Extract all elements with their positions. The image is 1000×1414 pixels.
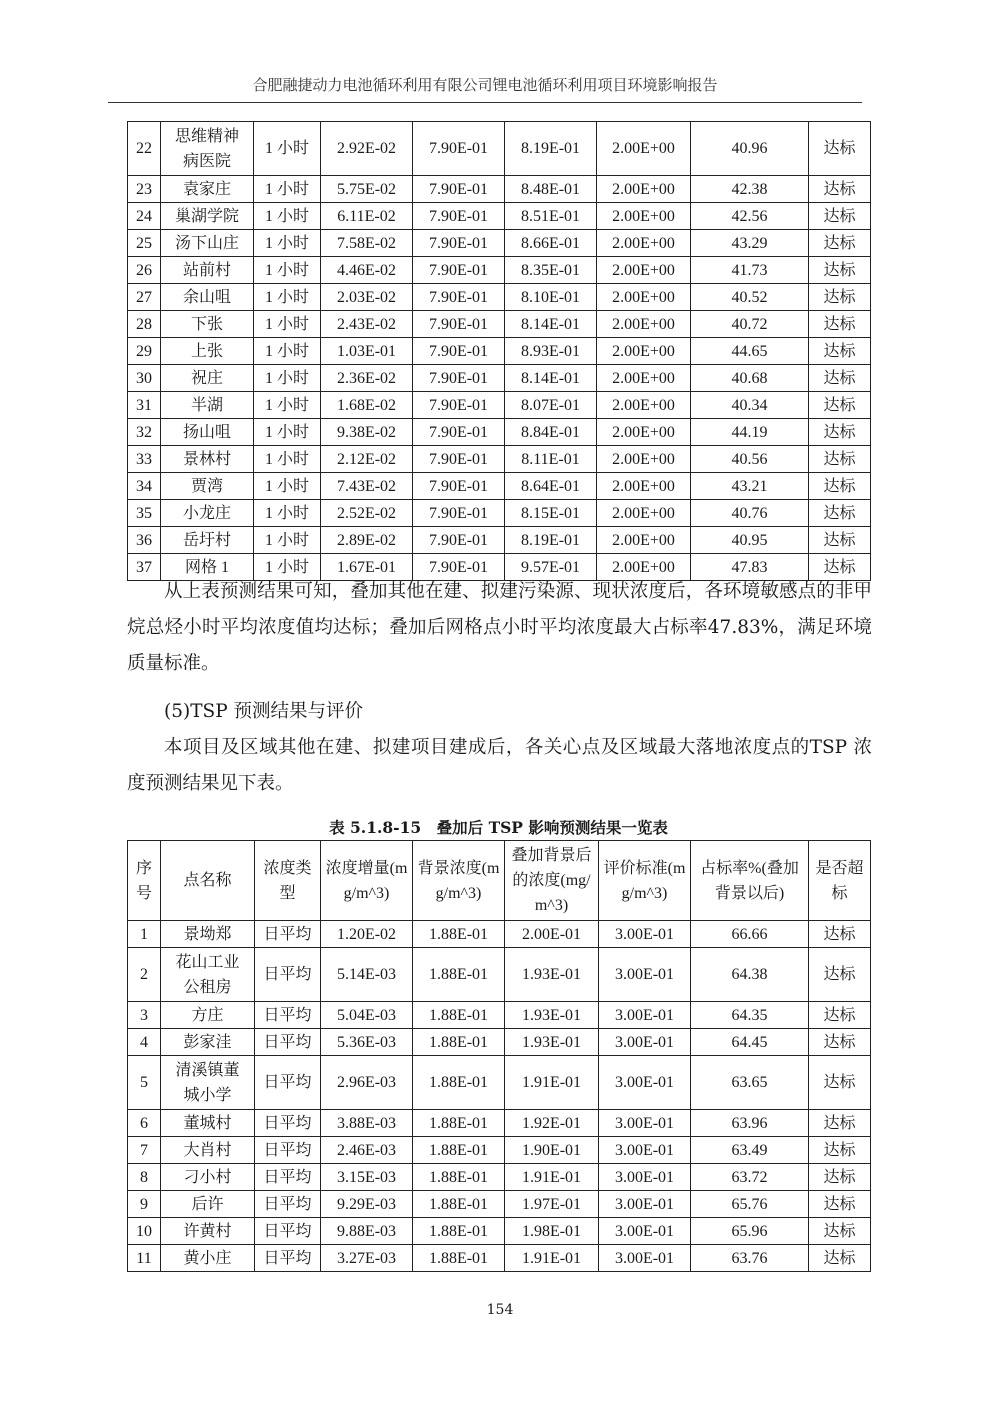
- cell-point-name: 后许: [161, 1191, 255, 1218]
- cell-point-name: 黄小庄: [161, 1245, 255, 1272]
- cell-background: 1.88E-01: [413, 948, 505, 1002]
- table-row: [128, 948, 871, 1002]
- cell-index: 4: [128, 1029, 161, 1056]
- cell-conc-type: 1 小时: [254, 311, 321, 338]
- cell-ratio: 64.38: [691, 948, 809, 1002]
- cell-index: 7: [128, 1137, 161, 1164]
- cell-compliance: 达标: [809, 419, 871, 446]
- cell-increment: 5.75E-02: [321, 176, 413, 203]
- cell-standard: 2.00E+00: [597, 338, 691, 365]
- cell-index: 28: [128, 311, 161, 338]
- cell-ratio: 42.38: [691, 176, 809, 203]
- cell-compliance: 达标: [809, 1029, 871, 1056]
- cell-background: 1.88E-01: [413, 1137, 505, 1164]
- cell-standard: 2.00E+00: [597, 554, 691, 581]
- cell-background: 1.88E-01: [413, 1110, 505, 1137]
- header-compliance: 是否超标: [809, 841, 871, 921]
- cell-standard: 3.00E-01: [599, 1191, 691, 1218]
- cell-conc-type: 1 小时: [254, 176, 321, 203]
- cell-standard: 3.00E-01: [599, 1218, 691, 1245]
- table-row: [128, 392, 871, 419]
- header-index: 序号: [128, 841, 161, 921]
- cell-increment: 2.03E-02: [321, 284, 413, 311]
- cell-increment: 9.29E-03: [321, 1191, 413, 1218]
- cell-background: 7.90E-01: [413, 554, 505, 581]
- cell-background: 7.90E-01: [413, 176, 505, 203]
- cell-index: 27: [128, 284, 161, 311]
- cell-increment: 6.11E-02: [321, 203, 413, 230]
- cell-point-name: 刁小村: [161, 1164, 255, 1191]
- cell-point-name: 岳圩村: [161, 527, 254, 554]
- cell-compliance: 达标: [809, 1002, 871, 1029]
- cell-background: 7.90E-01: [413, 284, 505, 311]
- cell-superimposed: 8.14E-01: [505, 365, 597, 392]
- cell-compliance: 达标: [809, 921, 871, 948]
- cell-superimposed: 8.10E-01: [505, 284, 597, 311]
- cell-increment: 9.88E-03: [321, 1218, 413, 1245]
- cell-compliance: 达标: [809, 554, 871, 581]
- cell-superimposed: 1.93E-01: [505, 1002, 599, 1029]
- cell-superimposed: 1.91E-01: [505, 1164, 599, 1191]
- cell-index: 25: [128, 230, 161, 257]
- cell-increment: 2.46E-03: [321, 1137, 413, 1164]
- cell-ratio: 41.73: [691, 257, 809, 284]
- cell-increment: 3.27E-03: [321, 1245, 413, 1272]
- cell-increment: 1.67E-01: [321, 554, 413, 581]
- cell-compliance: 达标: [809, 500, 871, 527]
- cell-standard: 3.00E-01: [599, 1002, 691, 1029]
- table-row: [128, 257, 871, 284]
- cell-ratio: 64.45: [691, 1029, 809, 1056]
- cell-standard: 3.00E-01: [599, 921, 691, 948]
- header-increment: 浓度增量(mg/m^3): [321, 841, 413, 921]
- cell-superimposed: 1.91E-01: [505, 1056, 599, 1110]
- cell-conc-type: 1 小时: [254, 500, 321, 527]
- cell-conc-type: 1 小时: [254, 338, 321, 365]
- cell-ratio: 44.19: [691, 419, 809, 446]
- cell-point-name: 花山工业公租房: [161, 948, 255, 1002]
- cell-superimposed: 8.51E-01: [505, 203, 597, 230]
- conclusion-paragraph: 从上表预测结果可知，叠加其他在建、拟建污染源、现状浓度后，各环境敏感点的非甲烷总烃小时平均浓度值均达标；叠加后网格点小时平均浓度最大占标率47.83%，满足环境质量标准。: [127, 581, 872, 674]
- cell-background: 1.88E-01: [413, 1002, 505, 1029]
- cell-point-name: 下张: [161, 311, 254, 338]
- cell-superimposed: 8.14E-01: [505, 311, 597, 338]
- cell-compliance: 达标: [809, 392, 871, 419]
- cell-ratio: 44.65: [691, 338, 809, 365]
- cell-superimposed: 8.19E-01: [505, 527, 597, 554]
- cell-compliance: 达标: [809, 203, 871, 230]
- cell-superimposed: 1.98E-01: [505, 1218, 599, 1245]
- cell-background: 1.88E-01: [413, 1056, 505, 1110]
- cell-superimposed: 8.19E-01: [505, 122, 597, 176]
- cell-background: 7.90E-01: [413, 338, 505, 365]
- cell-point-name: 景林村: [161, 446, 254, 473]
- cell-increment: 2.89E-02: [321, 527, 413, 554]
- cell-superimposed: 8.66E-01: [505, 230, 597, 257]
- cell-conc-type: 日平均: [255, 1218, 321, 1245]
- cell-point-name: 大肖村: [161, 1137, 255, 1164]
- cell-index: 8: [128, 1164, 161, 1191]
- cell-standard: 2.00E+00: [597, 419, 691, 446]
- cell-superimposed: 8.07E-01: [505, 392, 597, 419]
- cell-background: 7.90E-01: [413, 365, 505, 392]
- header-background: 背景浓度(mg/m^3): [413, 841, 505, 921]
- cell-standard: 2.00E+00: [597, 365, 691, 392]
- cell-index: 5: [128, 1056, 161, 1110]
- table-row: [128, 446, 871, 473]
- cell-background: 1.88E-01: [413, 1164, 505, 1191]
- cell-conc-type: 日平均: [255, 1029, 321, 1056]
- header-standard: 评价标准(mg/m^3): [599, 841, 691, 921]
- cell-increment: 2.36E-02: [321, 365, 413, 392]
- cell-background: 7.90E-01: [413, 419, 505, 446]
- table-row: [128, 921, 871, 948]
- cell-standard: 2.00E+00: [597, 230, 691, 257]
- cell-index: 6: [128, 1110, 161, 1137]
- cell-point-name: 余山咀: [161, 284, 254, 311]
- cell-conc-type: 日平均: [255, 1191, 321, 1218]
- cell-standard: 2.00E+00: [597, 257, 691, 284]
- table-row: [128, 1056, 871, 1110]
- cell-increment: 2.12E-02: [321, 446, 413, 473]
- cell-conc-type: 1 小时: [254, 392, 321, 419]
- table-row: [128, 527, 871, 554]
- cell-ratio: 63.96: [691, 1110, 809, 1137]
- cell-conc-type: 1 小时: [254, 554, 321, 581]
- cell-superimposed: 1.90E-01: [505, 1137, 599, 1164]
- cell-conc-type: 1 小时: [254, 230, 321, 257]
- table-row: [128, 1191, 871, 1218]
- cell-compliance: 达标: [809, 527, 871, 554]
- cell-ratio: 63.49: [691, 1137, 809, 1164]
- header-point-name: 点名称: [161, 841, 255, 921]
- cell-index: 35: [128, 500, 161, 527]
- cell-compliance: 达标: [809, 230, 871, 257]
- cell-superimposed: 8.64E-01: [505, 473, 597, 500]
- cell-index: 9: [128, 1191, 161, 1218]
- cell-increment: 5.04E-03: [321, 1002, 413, 1029]
- table-row: [128, 419, 871, 446]
- cell-point-name: 上张: [161, 338, 254, 365]
- table-row: [128, 284, 871, 311]
- cell-background: 7.90E-01: [413, 392, 505, 419]
- tsp-intro-paragraph: 本项目及区域其他在建、拟建项目建成后，各关心点及区域最大落地浓度点的TSP 浓度预测结果见下表。: [127, 737, 872, 794]
- cell-background: 1.88E-01: [413, 1218, 505, 1245]
- table-row: [128, 1002, 871, 1029]
- cell-conc-type: 1 小时: [254, 446, 321, 473]
- cell-compliance: 达标: [809, 176, 871, 203]
- cell-standard: 3.00E-01: [599, 948, 691, 1002]
- cell-increment: 2.92E-02: [321, 122, 413, 176]
- cell-ratio: 63.72: [691, 1164, 809, 1191]
- cell-index: 22: [128, 122, 161, 176]
- cell-point-name: 祝庄: [161, 365, 254, 392]
- cell-standard: 2.00E+00: [597, 176, 691, 203]
- cell-increment: 5.14E-03: [321, 948, 413, 1002]
- cell-increment: 9.38E-02: [321, 419, 413, 446]
- cell-ratio: 65.96: [691, 1218, 809, 1245]
- table-row: [128, 365, 871, 392]
- cell-ratio: 63.65: [691, 1056, 809, 1110]
- table-row: [128, 500, 871, 527]
- cell-compliance: 达标: [809, 1191, 871, 1218]
- cell-conc-type: 1 小时: [254, 365, 321, 392]
- cell-index: 37: [128, 554, 161, 581]
- cell-compliance: 达标: [809, 1164, 871, 1191]
- cell-increment: 2.43E-02: [321, 311, 413, 338]
- cell-conc-type: 日平均: [255, 921, 321, 948]
- cell-background: 7.90E-01: [413, 500, 505, 527]
- cell-increment: 7.58E-02: [321, 230, 413, 257]
- cell-conc-type: 1 小时: [254, 284, 321, 311]
- cell-compliance: 达标: [809, 1110, 871, 1137]
- table-row: [128, 473, 871, 500]
- cell-increment: 2.52E-02: [321, 500, 413, 527]
- page-number: 154: [486, 1302, 514, 1318]
- cell-ratio: 64.35: [691, 1002, 809, 1029]
- cell-superimposed: 9.57E-01: [505, 554, 597, 581]
- cell-background: 1.88E-01: [413, 1245, 505, 1272]
- cell-standard: 2.00E+00: [597, 203, 691, 230]
- cell-ratio: 42.56: [691, 203, 809, 230]
- cell-ratio: 43.21: [691, 473, 809, 500]
- cell-point-name: 扬山咀: [161, 419, 254, 446]
- cell-increment: 4.46E-02: [321, 257, 413, 284]
- cell-standard: 2.00E+00: [597, 311, 691, 338]
- table-row: [128, 176, 871, 203]
- cell-point-name: 汤下山庄: [161, 230, 254, 257]
- cell-compliance: 达标: [809, 338, 871, 365]
- cell-compliance: 达标: [809, 365, 871, 392]
- table-row: [128, 338, 871, 365]
- table-row: [128, 1245, 871, 1272]
- cell-increment: 3.88E-03: [321, 1110, 413, 1137]
- cell-standard: 3.00E-01: [599, 1029, 691, 1056]
- cell-index: 3: [128, 1002, 161, 1029]
- cell-point-name: 袁家庄: [161, 176, 254, 203]
- cell-point-name: 方庄: [161, 1002, 255, 1029]
- cell-point-name: 景坳郑: [161, 921, 255, 948]
- cell-compliance: 达标: [809, 311, 871, 338]
- running-header: 合肥融捷动力电池循环利用有限公司锂电池循环利用项目环境影响报告: [252, 76, 718, 94]
- cell-index: 29: [128, 338, 161, 365]
- cell-conc-type: 1 小时: [254, 473, 321, 500]
- cell-superimposed: 1.97E-01: [505, 1191, 599, 1218]
- cell-background: 1.88E-01: [413, 1029, 505, 1056]
- cell-superimposed: 8.93E-01: [505, 338, 597, 365]
- cell-index: 2: [128, 948, 161, 1002]
- header-divider: [108, 102, 862, 103]
- cell-background: 7.90E-01: [413, 446, 505, 473]
- cell-compliance: 达标: [809, 284, 871, 311]
- header-superimposed: 叠加背景后的浓度(mg/m^3): [505, 841, 599, 921]
- cell-superimposed: 8.35E-01: [505, 257, 597, 284]
- cell-conc-type: 日平均: [255, 1002, 321, 1029]
- cell-point-name: 巢湖学院: [161, 203, 254, 230]
- cell-increment: 1.03E-01: [321, 338, 413, 365]
- cell-ratio: 65.76: [691, 1191, 809, 1218]
- cell-index: 24: [128, 203, 161, 230]
- cell-conc-type: 日平均: [255, 1110, 321, 1137]
- cell-increment: 2.96E-03: [321, 1056, 413, 1110]
- cell-ratio: 40.95: [691, 527, 809, 554]
- cell-background: 7.90E-01: [413, 230, 505, 257]
- cell-standard: 3.00E-01: [599, 1245, 691, 1272]
- header-conc-type: 浓度类型: [255, 841, 321, 921]
- cell-standard: 2.00E+00: [597, 500, 691, 527]
- header-row: [128, 841, 871, 921]
- table-row: [128, 1164, 871, 1191]
- cell-standard: 2.00E+00: [597, 473, 691, 500]
- cell-background: 7.90E-01: [413, 257, 505, 284]
- cell-conc-type: 日平均: [255, 1056, 321, 1110]
- cell-index: 34: [128, 473, 161, 500]
- cell-point-name: 清溪镇董城小学: [161, 1056, 255, 1110]
- cell-superimposed: 1.93E-01: [505, 1029, 599, 1056]
- tsp-results-table: [127, 840, 871, 1272]
- cell-increment: 5.36E-03: [321, 1029, 413, 1056]
- cell-index: 26: [128, 257, 161, 284]
- section-heading-tsp: (5)TSP 预测结果与评价: [164, 701, 364, 722]
- table-caption: 表 5.1.8-15 叠加后 TSP 影响预测结果一览表: [329, 818, 668, 837]
- cell-background: 1.88E-01: [413, 1191, 505, 1218]
- cell-background: 7.90E-01: [413, 473, 505, 500]
- table-row: [128, 1218, 871, 1245]
- cell-index: 11: [128, 1245, 161, 1272]
- cell-standard: 2.00E+00: [597, 284, 691, 311]
- table-row: [128, 311, 871, 338]
- cell-superimposed: 8.48E-01: [505, 176, 597, 203]
- cell-increment: 7.43E-02: [321, 473, 413, 500]
- cell-background: 7.90E-01: [413, 311, 505, 338]
- cell-standard: 2.00E+00: [597, 446, 691, 473]
- cell-point-name: 小龙庄: [161, 500, 254, 527]
- cell-ratio: 40.72: [691, 311, 809, 338]
- cell-increment: 1.20E-02: [321, 921, 413, 948]
- cell-ratio: 40.76: [691, 500, 809, 527]
- cell-compliance: 达标: [809, 473, 871, 500]
- table-row: [128, 122, 871, 176]
- cell-compliance: 达标: [809, 948, 871, 1002]
- cell-conc-type: 1 小时: [254, 122, 321, 176]
- table-row: [128, 1137, 871, 1164]
- cell-standard: 2.00E+00: [597, 527, 691, 554]
- cell-standard: 2.00E+00: [597, 392, 691, 419]
- nmhc-results-table-continued: [127, 121, 871, 581]
- cell-index: 31: [128, 392, 161, 419]
- cell-superimposed: 8.15E-01: [505, 500, 597, 527]
- cell-superimposed: 1.93E-01: [505, 948, 599, 1002]
- cell-superimposed: 2.00E-01: [505, 921, 599, 948]
- table-row: [128, 1029, 871, 1056]
- cell-point-name: 董城村: [161, 1110, 255, 1137]
- table-row: [128, 203, 871, 230]
- cell-point-name: 贾湾: [161, 473, 254, 500]
- cell-background: 7.90E-01: [413, 203, 505, 230]
- cell-superimposed: 1.92E-01: [505, 1110, 599, 1137]
- cell-increment: 3.15E-03: [321, 1164, 413, 1191]
- cell-compliance: 达标: [809, 1056, 871, 1110]
- cell-index: 10: [128, 1218, 161, 1245]
- cell-index: 1: [128, 921, 161, 948]
- cell-point-name: 许黄村: [161, 1218, 255, 1245]
- cell-conc-type: 1 小时: [254, 257, 321, 284]
- cell-point-name: 站前村: [161, 257, 254, 284]
- cell-superimposed: 8.84E-01: [505, 419, 597, 446]
- header-ratio: 占标率%(叠加背景以后): [691, 841, 809, 921]
- cell-compliance: 达标: [809, 446, 871, 473]
- cell-background: 1.88E-01: [413, 921, 505, 948]
- cell-conc-type: 日平均: [255, 1164, 321, 1191]
- cell-standard: 3.00E-01: [599, 1110, 691, 1137]
- cell-ratio: 40.68: [691, 365, 809, 392]
- cell-point-name: 半湖: [161, 392, 254, 419]
- cell-compliance: 达标: [809, 1245, 871, 1272]
- cell-conc-type: 日平均: [255, 1137, 321, 1164]
- cell-index: 32: [128, 419, 161, 446]
- cell-conc-type: 1 小时: [254, 527, 321, 554]
- cell-background: 7.90E-01: [413, 122, 505, 176]
- cell-compliance: 达标: [809, 257, 871, 284]
- cell-ratio: 40.34: [691, 392, 809, 419]
- cell-superimposed: 1.91E-01: [505, 1245, 599, 1272]
- table-row: [128, 1110, 871, 1137]
- cell-standard: 3.00E-01: [599, 1137, 691, 1164]
- cell-ratio: 40.56: [691, 446, 809, 473]
- cell-compliance: 达标: [809, 122, 871, 176]
- cell-conc-type: 日平均: [255, 1245, 321, 1272]
- cell-increment: 1.68E-02: [321, 392, 413, 419]
- cell-point-name: 彭家洼: [161, 1029, 255, 1056]
- cell-ratio: 40.52: [691, 284, 809, 311]
- cell-ratio: 63.76: [691, 1245, 809, 1272]
- cell-background: 7.90E-01: [413, 527, 505, 554]
- cell-conc-type: 1 小时: [254, 419, 321, 446]
- cell-compliance: 达标: [809, 1137, 871, 1164]
- cell-point-name: 网格 1: [161, 554, 254, 581]
- table-row: [128, 230, 871, 257]
- cell-point-name: 思维精神病医院: [161, 122, 254, 176]
- cell-standard: 2.00E+00: [597, 122, 691, 176]
- cell-compliance: 达标: [809, 1218, 871, 1245]
- cell-ratio: 43.29: [691, 230, 809, 257]
- cell-index: 36: [128, 527, 161, 554]
- cell-ratio: 66.66: [691, 921, 809, 948]
- cell-conc-type: 日平均: [255, 948, 321, 1002]
- cell-standard: 3.00E-01: [599, 1164, 691, 1191]
- cell-standard: 3.00E-01: [599, 1056, 691, 1110]
- cell-index: 33: [128, 446, 161, 473]
- cell-index: 30: [128, 365, 161, 392]
- cell-superimposed: 8.11E-01: [505, 446, 597, 473]
- cell-ratio: 47.83: [691, 554, 809, 581]
- cell-conc-type: 1 小时: [254, 203, 321, 230]
- cell-ratio: 40.96: [691, 122, 809, 176]
- cell-index: 23: [128, 176, 161, 203]
